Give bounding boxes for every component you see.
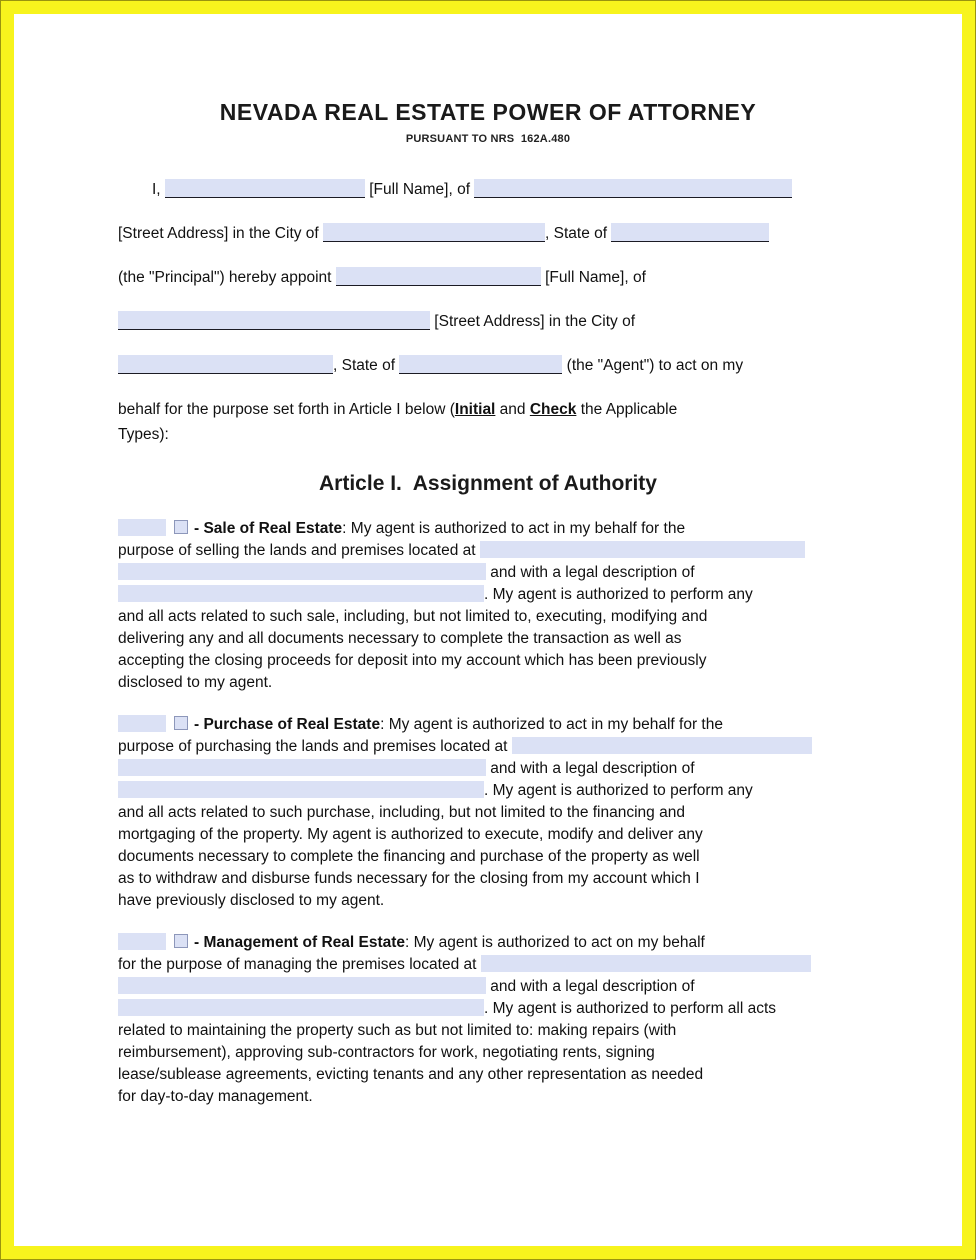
text-line [118,398,858,421]
text-line [118,518,858,540]
text-run: and all acts related to such purchase, including, but not limited to the financing and [118,804,685,821]
text-run: Initial [454,401,496,418]
sale-legal-description-field[interactable] [118,585,484,602]
sale-property-address-field-2[interactable] [118,563,486,580]
sale-initials-field[interactable] [118,519,166,536]
section-purchase-of-real-estate [118,714,858,912]
text-line [118,846,858,868]
text-run: (the "Agent") to act on my [562,357,744,374]
agent-street-address-field[interactable] [118,311,430,330]
text-run: (the "Principal") hereby appoint [118,269,336,286]
text-run: lease/sublease agreements, evicting tenants and any other representation as needed [118,1066,704,1083]
sale-property-address-field[interactable] [480,541,805,558]
text-run: purpose of purchasing the lands and premises located at [118,738,512,755]
text-run: [Full Name], of [540,269,646,286]
document [14,14,962,1246]
text-run: the Applicable [576,401,678,418]
principal-address-field[interactable] [474,179,792,198]
text-run: behalf for the purpose set forth in Article I below ( [118,401,455,418]
text-run: . My agent is authorized to perform any [484,586,753,603]
text-run: . My agent is authorized to perform any [484,782,753,799]
text-run: purpose of selling the lands and premises located at [118,542,480,559]
text-line [118,1064,858,1086]
text-run: disclosed to my agent. [118,674,273,691]
purchase-property-address-field-2[interactable] [118,759,486,776]
text-run: related to maintaining the property such as but not limited to: making repairs (with [118,1022,677,1039]
text-run: : My agent is authorized to act on my behalf [405,934,705,951]
text-line [118,714,858,736]
principal-state-field[interactable] [611,223,769,242]
text-line [118,824,858,846]
management-legal-description-field[interactable] [118,999,484,1016]
management-property-address-field[interactable] [481,955,811,972]
principal-full-name-field[interactable] [165,179,365,198]
text-run: for the purpose of managing the premises located at [118,956,481,973]
text-line [118,178,858,201]
management-checkbox[interactable] [174,934,188,948]
text-run: mortgaging of the property. My agent is authorized to execute, modify and deliver any [118,826,703,843]
text-run: and all acts related to such sale, including, but not limited to, executing, modifying and [118,608,708,625]
section-management-of-real-estate [118,932,858,1108]
text-run: , State of [545,225,612,242]
text-line [118,954,858,976]
text-run: for day-to-day management. [118,1088,313,1105]
management-initials-field[interactable] [118,933,166,950]
text-line [118,540,858,562]
text-line [118,562,858,584]
text-run: and with a legal description of [486,760,695,777]
text-line [118,890,858,912]
text-run: I, [152,181,165,198]
text-line [118,628,858,650]
section-sale-of-real-estate [118,518,858,694]
purchase-checkbox[interactable] [174,716,188,730]
sale-checkbox[interactable] [174,520,188,534]
agent-state-field[interactable] [399,355,562,374]
text-line [118,266,858,289]
principal-city-field[interactable] [323,223,545,242]
document-subtitle: PURSUANT TO NRS 162A.480 [405,133,571,145]
text-line [118,222,858,245]
text-run: [Street Address] in the City of [118,225,324,242]
text-line [118,976,858,998]
document-title: NEVADA REAL ESTATE POWER OF ATTORNEY [219,99,757,125]
text-run: : My agent is authorized to act in my behalf for the [342,520,686,537]
text-run: delivering any and all documents necessary to complete the transaction as well as [118,630,682,647]
text-run: have previously disclosed to my agent. [118,892,385,909]
text-line [118,1086,858,1108]
text-run: and with a legal description of [486,564,695,581]
text-line [118,802,858,824]
text-run: reimbursement), approving sub-contractors for work, negotiating rents, signing [118,1044,655,1061]
text-line [118,780,858,802]
text-line [118,354,858,377]
purchase-initials-field[interactable] [118,715,166,732]
text-run: accepting the closing proceeds for deposit into my account which has been previously [118,652,707,669]
text-line [118,736,858,758]
text-run: as to withdraw and disburse funds necessary for the closing from my account which I [118,870,700,887]
text-run: - Purchase of Real Estate [194,716,381,733]
purchase-legal-description-field[interactable] [118,781,484,798]
text-run: : My agent is authorized to act in my behalf for the [380,716,723,733]
text-run: and with a legal description of [486,978,695,995]
text-run: . My agent is authorized to perform all acts [484,1000,777,1017]
purchase-property-address-field[interactable] [512,737,812,754]
text-line [118,584,858,606]
text-line [118,310,858,333]
text-line [118,606,858,628]
text-line [118,1020,858,1042]
text-line [118,932,858,954]
management-property-address-field-2[interactable] [118,977,486,994]
text-run: Types): [118,426,169,443]
text-line [118,672,858,694]
text-line [118,1042,858,1064]
text-run: Check [529,401,577,418]
text-line [118,423,858,446]
text-line [118,758,858,780]
text-run: - Management of Real Estate [194,934,406,951]
article-1-heading: Article I. Assignment of Authority [319,472,657,495]
text-line [118,650,858,672]
text-run: documents necessary to complete the financing and purchase of the property as well [118,848,700,865]
agent-full-name-field[interactable] [336,267,541,286]
text-run: , State of [333,357,400,374]
agent-city-field[interactable] [118,355,333,374]
intro-section [118,178,858,446]
text-line [118,998,858,1020]
text-run: - Sale of Real Estate [194,520,343,537]
text-run: and [495,401,530,418]
text-run: [Full Name], of [364,181,475,198]
text-line [118,868,858,890]
text-run: [Street Address] in the City of [430,313,636,330]
